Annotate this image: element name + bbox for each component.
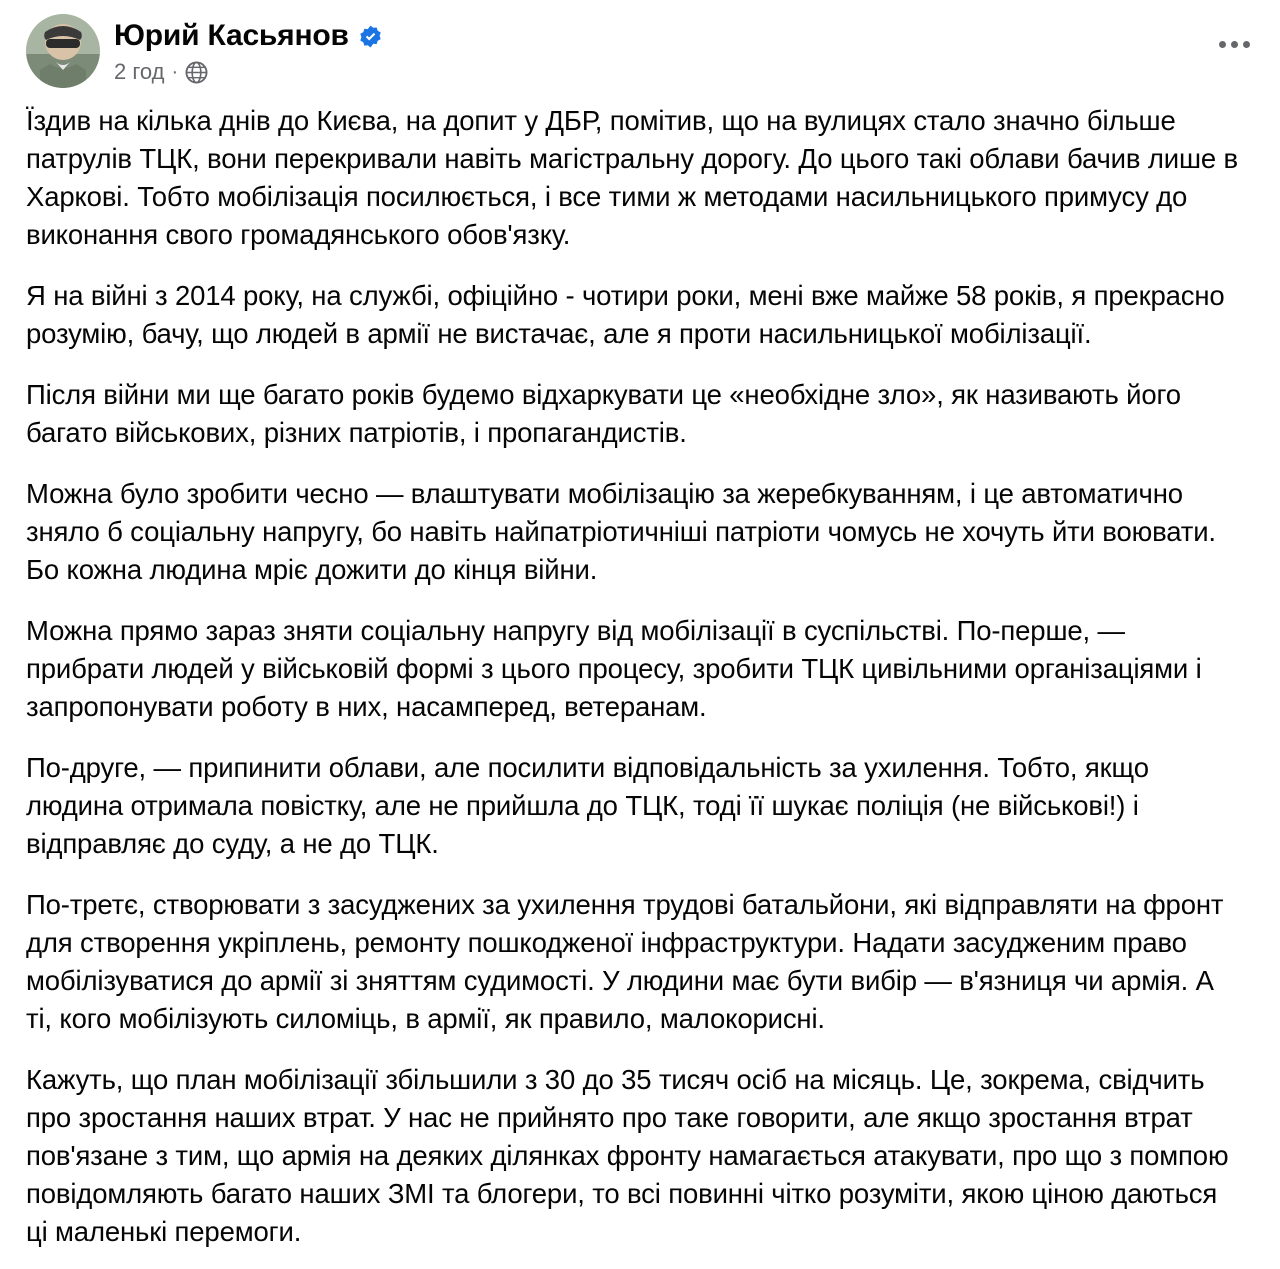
avatar[interactable] xyxy=(26,14,100,88)
more-dot-2 xyxy=(1231,41,1238,48)
more-options-button[interactable] xyxy=(1214,30,1254,58)
post-paragraph: Можна прямо зараз зняти соціальну напругу від мобілізації в суспільстві. По-перше, — прибрати людей у військовій формі з цього процесу, зробити ТЦК цивільними організаціями і запропонувати роботу в них, насамперед, ветеранам. xyxy=(26,615,1202,722)
post-paragraph: По-третє, створювати з засуджених за ухилення трудові батальйони, які відправляти на фронт для створення укріплень, ремонту пошкодженої інфраструктури. Надати засудженим право мобілізуватися до армії зі зняттям судимості. У людини має бути вибір — в'язниця чи армія. А ті, кого мобілізують силоміць, в армії, як правило, малокорисні. xyxy=(26,889,1224,1034)
post-paragraph: Після війни ми ще багато років будемо відхаркувати це «необхідне зло», як називають його багато військових, різних патріотів, і пропагандистів. xyxy=(26,379,1181,448)
post-header xyxy=(20,14,1244,88)
post-paragraph: Можна було зробити чесно — влаштувати мобілізацію за жеребкуванням, і це автоматично зняло б соціальну напругу, бо навіть найпатріотичніші патріоти чомусь не хочуть йти воювати. Бо кожна людина мріє дожити до кінця війни. xyxy=(26,478,1216,585)
header-text xyxy=(114,14,383,85)
post-paragraph: Їздив на кілька днів до Києва, на допит у ДБР, помітив, що на вулицях стало значно більше патрулів ТЦК, вони перекривали навіть магістральну дорогу. До цього такі облави бачив лише в Харкові. Тобто мобілізація посилюється, і все тими ж методами насильницького примусу до виконання свого громадянського обов'язку. xyxy=(26,105,1238,250)
post-body xyxy=(20,102,1244,1251)
author-name[interactable]: Юрий Касьянов xyxy=(114,19,349,52)
verified-badge-icon xyxy=(358,24,383,49)
post-paragraph: По-друге, — припинити облави, але посилити відповідальність за ухилення. Тобто, якщо людина отримала повістку, але не прийшла до ТЦК, тоді її шукає поліція (не військові!) і відправляє до суду, а не до ТЦК. xyxy=(26,752,1149,859)
more-dot-1 xyxy=(1219,41,1226,48)
post-paragraph: Кажуть, що план мобілізації збільшили з 30 до 35 тисяч осіб на місяць. Це, зокрема, свідчить про зростання наших втрат. У нас не прийнято про таке говорити, але якщо зростання втрат пов'язане з тим, що армія на деяких ділянках фронту намагається атакувати, про що з помпою повідомляють багато наших ЗМІ та блогери, то всі повинні чітко розуміти, якою ціною даються ці маленькі перемоги. xyxy=(26,1064,1229,1247)
more-dot-3 xyxy=(1243,41,1250,48)
author-row xyxy=(114,18,383,54)
post-meta xyxy=(114,59,383,85)
post-timestamp[interactable]: 2 год xyxy=(114,59,165,84)
post-paragraph: Я на війні з 2014 року, на службі, офіційно - чотири роки, мені вже майже 58 років, я прекрасно розумію, бачу, що людей в армії не вистачає, але я проти насильницької мобілізації. xyxy=(26,280,1225,349)
meta-separator: · xyxy=(171,61,179,83)
globe-icon[interactable] xyxy=(185,61,208,84)
